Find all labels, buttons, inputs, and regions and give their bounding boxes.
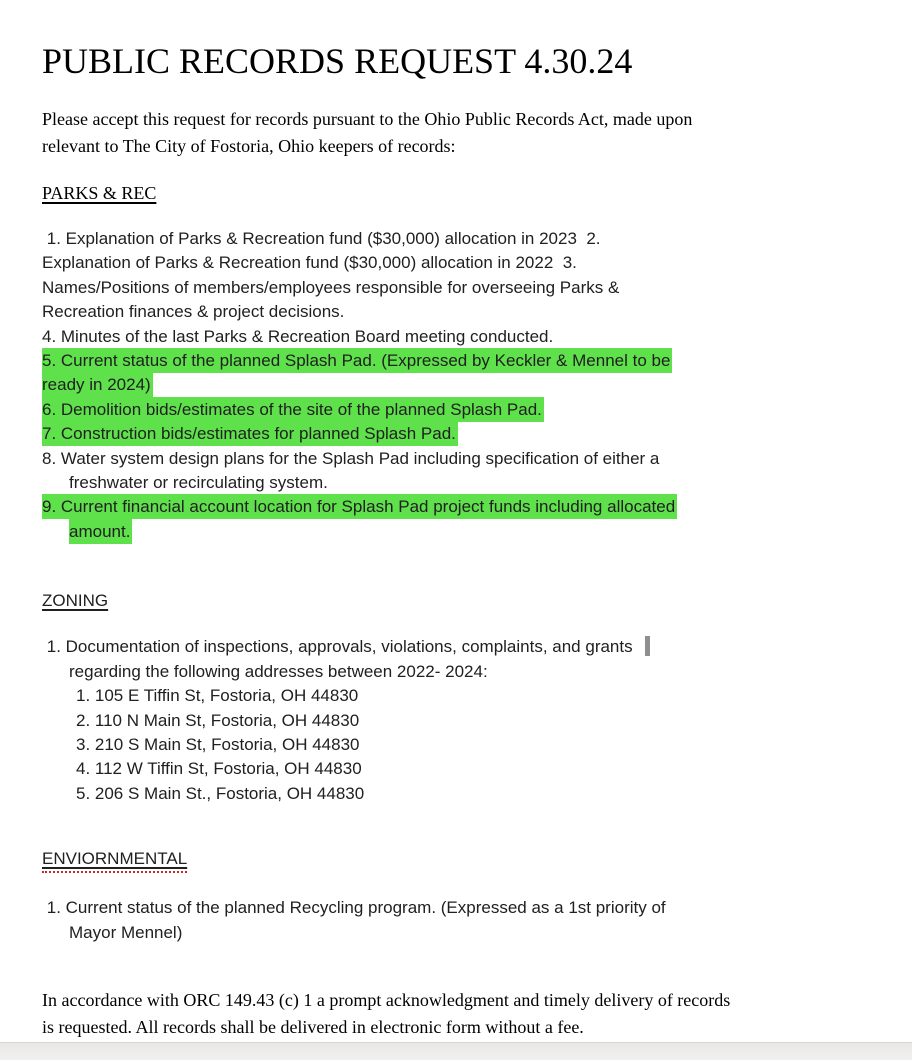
doc-line[interactable] <box>42 349 876 373</box>
spellcheck-underline <box>42 848 187 873</box>
section-heading-parks <box>42 182 156 204</box>
doc-line[interactable] <box>42 757 876 781</box>
section-heading-environmental <box>42 848 187 873</box>
closing-line: In accordance with ORC 149.43 (c) 1 a prompt acknowledgment and timely delivery of records <box>42 989 731 1010</box>
section-list-zoning <box>42 635 876 806</box>
closing-paragraph <box>42 987 876 1041</box>
doc-line[interactable] <box>42 276 876 300</box>
doc-line[interactable] <box>42 227 876 251</box>
doc-line[interactable] <box>42 300 876 324</box>
highlighted-text: amount. <box>69 519 132 544</box>
line-text: 1. Documentation of inspections, approvals, violations, complaints, and grants <box>42 637 633 657</box>
doc-line[interactable] <box>42 733 876 757</box>
section-environmental <box>42 848 876 945</box>
text-cursor-caret[interactable] <box>645 636 650 656</box>
highlighted-text: 6. Demolition bids/estimates of the site of the planned Splash Pad. <box>42 397 544 422</box>
doc-line[interactable] <box>42 398 876 422</box>
highlighted-text: 7. Construction bids/estimates for planned Splash Pad. <box>42 421 458 446</box>
line-text: Explanation of Parks & Recreation fund ($30,000) allocation in 2022 3. <box>42 253 577 273</box>
doc-line[interactable] <box>42 709 876 733</box>
doc-line[interactable] <box>42 921 876 945</box>
section-heading-zoning <box>42 590 108 612</box>
document-sections <box>42 182 876 945</box>
highlighted-text: 5. Current status of the planned Splash Pad. (Expressed by Keckler & Mennel to be <box>42 348 672 373</box>
line-text: 8. Water system design plans for the Splash Pad including specification of either a <box>42 448 660 468</box>
line-text: 1. Explanation of Parks & Recreation fund ($30,000) allocation in 2023 2. <box>42 229 601 248</box>
line-text: 1. Current status of the planned Recycling program. (Expressed as a 1st priority of <box>42 898 666 918</box>
line-text: Recreation finances & project decisions. <box>42 302 345 322</box>
doc-line[interactable] <box>42 660 876 684</box>
doc-line[interactable] <box>42 325 876 349</box>
line-text: regarding the following addresses between 2022- 2024: <box>69 661 488 681</box>
doc-line[interactable] <box>42 684 876 708</box>
intro-line: relevant to The City of Fostoria, Ohio keepers of records: <box>42 136 456 156</box>
line-text: 2. 110 N Main St, Fostoria, OH 44830 <box>76 710 360 730</box>
section-list-environmental <box>42 896 876 945</box>
line-text: 3. 210 S Main St, Fostoria, OH 44830 <box>76 734 360 754</box>
doc-line[interactable] <box>42 782 876 806</box>
doc-line[interactable] <box>42 495 876 519</box>
section-heading-text: PARKS & REC <box>42 183 157 203</box>
line-text: 1. 105 E Tiffin St, Fostoria, OH 44830 <box>76 686 359 706</box>
doc-line[interactable] <box>42 520 876 544</box>
doc-line[interactable] <box>42 447 876 471</box>
doc-line[interactable] <box>42 635 876 659</box>
closing-line: is requested. All records shall be delivered in electronic form without a fee. <box>42 1016 584 1037</box>
section-zoning <box>42 590 876 806</box>
document-title: PUBLIC RECORDS REQUEST 4.30.24 <box>42 41 633 81</box>
intro-line: Please accept this request for records pursuant to the Ohio Public Records Act, made upon <box>42 109 693 129</box>
doc-line[interactable] <box>42 422 876 446</box>
section-heading-text: ENVIORNMENTAL <box>42 849 188 869</box>
doc-line[interactable] <box>42 373 876 397</box>
doc-line[interactable] <box>42 896 876 920</box>
section-parks <box>42 182 876 544</box>
line-text: Mayor Mennel) <box>69 922 183 942</box>
line-text: 5. 206 S Main St., Fostoria, OH 44830 <box>76 783 365 803</box>
section-heading-text: ZONING <box>42 591 109 611</box>
highlighted-text: ready in 2024) <box>42 372 153 397</box>
line-text: 4. 112 W Tiffin St, Fostoria, OH 44830 <box>76 759 362 779</box>
section-list-parks <box>42 227 876 544</box>
doc-line[interactable] <box>42 251 876 275</box>
intro-paragraph <box>42 106 876 160</box>
page-bottom-gutter <box>0 1042 912 1060</box>
highlighted-text: 9. Current financial account location for Splash Pad project funds including allocated <box>42 494 677 519</box>
line-text: freshwater or recirculating system. <box>69 473 328 493</box>
line-text: Names/Positions of members/employees responsible for overseeing Parks & <box>42 277 620 297</box>
doc-line[interactable] <box>42 471 876 495</box>
line-text: 4. Minutes of the last Parks & Recreation Board meeting conducted. <box>42 326 554 346</box>
